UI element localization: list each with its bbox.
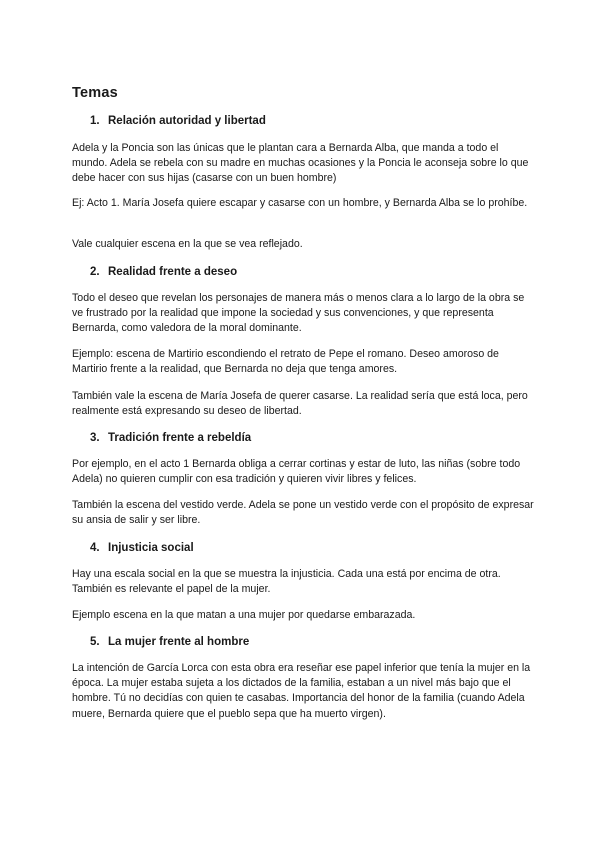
section-heading-text: Realidad frente a deseo bbox=[108, 266, 238, 278]
section-4 bbox=[72, 541, 534, 556]
section-number: 3. bbox=[90, 432, 100, 444]
section-5-body bbox=[72, 661, 534, 722]
section-1 bbox=[72, 114, 534, 129]
paragraph: La intención de García Lorca con esta obra era reseñar ese papel inferior que tenía la mujer en la época. La mujer estaba sujeta a los dictados de la familia, estaban a un nivel más bajo que el hombre. Tú no decidías con quien te casabas. Importancia del honor de la familia (cuando Adela muere, Bernarda quiere que el pueblo sepa que ha muerto virgen). bbox=[72, 662, 531, 720]
section-4-body bbox=[72, 567, 534, 597]
section-heading bbox=[72, 541, 534, 556]
paragraph: Por ejemplo, en el acto 1 Bernarda obliga a cerrar cortinas y estar de luto, las niñas (sobre todo Adela) no quieren cumplir con esa tradición y quieren vivir libres y felices. bbox=[72, 458, 521, 486]
section-heading bbox=[72, 635, 534, 650]
section-heading bbox=[72, 265, 534, 280]
section-heading bbox=[72, 114, 534, 129]
document-title: Temas bbox=[72, 85, 118, 101]
section-3-body-2 bbox=[72, 498, 534, 528]
section-heading-text: La mujer frente al hombre bbox=[108, 636, 250, 648]
section-2-body-3 bbox=[72, 389, 534, 419]
section-1-body-2 bbox=[72, 196, 534, 211]
section-heading-text: Relación autoridad y libertad bbox=[108, 115, 266, 127]
section-heading-text: Tradición frente a rebeldía bbox=[108, 432, 252, 444]
section-3-body bbox=[72, 457, 534, 487]
section-number: 5. bbox=[90, 636, 100, 648]
section-5 bbox=[72, 635, 534, 650]
paragraph: Ej: Acto 1. María Josefa quiere escapar y casarse con un hombre, y Bernarda Alba se lo prohíbe. bbox=[72, 197, 528, 209]
section-number: 1. bbox=[90, 115, 100, 127]
section-heading bbox=[72, 431, 534, 446]
section-2-body bbox=[72, 291, 534, 337]
paragraph: Vale cualquier escena en la que se vea reflejado. bbox=[72, 238, 303, 250]
paragraph: Hay una escala social en la que se muestra la injusticia. Cada una está por encima de otra. También es relevante el papel de la mujer. bbox=[72, 568, 501, 596]
section-1-body bbox=[72, 141, 534, 187]
paragraph: Ejemplo: escena de Martirio escondiendo el retrato de Pepe el romano. Deseo amoroso de Martirio frente a la realidad, que Bernarda no deja que tenga amores. bbox=[72, 348, 499, 376]
section-4-body-2 bbox=[72, 608, 534, 623]
section-heading-text: Injusticia social bbox=[108, 542, 194, 554]
section-3 bbox=[72, 431, 534, 446]
section-2 bbox=[72, 265, 534, 280]
paragraph: También vale la escena de María Josefa de querer casarse. La realidad sería que está loca, pero realmente está expresando su deseo de libertad. bbox=[72, 390, 528, 418]
paragraph: También la escena del vestido verde. Adela se pone un vestido verde con el propósito de expresar su ansia de salir y ser libre. bbox=[72, 499, 534, 527]
section-number: 4. bbox=[90, 542, 100, 554]
section-1-body-3 bbox=[72, 237, 534, 252]
section-number: 2. bbox=[90, 266, 100, 278]
paragraph: Todo el deseo que revelan los personajes de manera más o menos clara a lo largo de la obra se ve frustrado por la realidad que impone la sociedad y sus convenciones, y que representa Bernarda, como valedora de la moral dominante. bbox=[72, 292, 525, 335]
section-2-body-2 bbox=[72, 347, 534, 377]
paragraph: Adela y la Poncia son las únicas que le plantan cara a Bernarda Alba, que manda a todo el mundo. Adela se rebela con su madre en muchas ocasiones y la Poncia le aconseja sobre lo que debe hacer con sus hijas (casarse con un buen hombre) bbox=[72, 142, 529, 185]
paragraph: Ejemplo escena en la que matan a una mujer por quedarse embarazada. bbox=[72, 609, 416, 621]
